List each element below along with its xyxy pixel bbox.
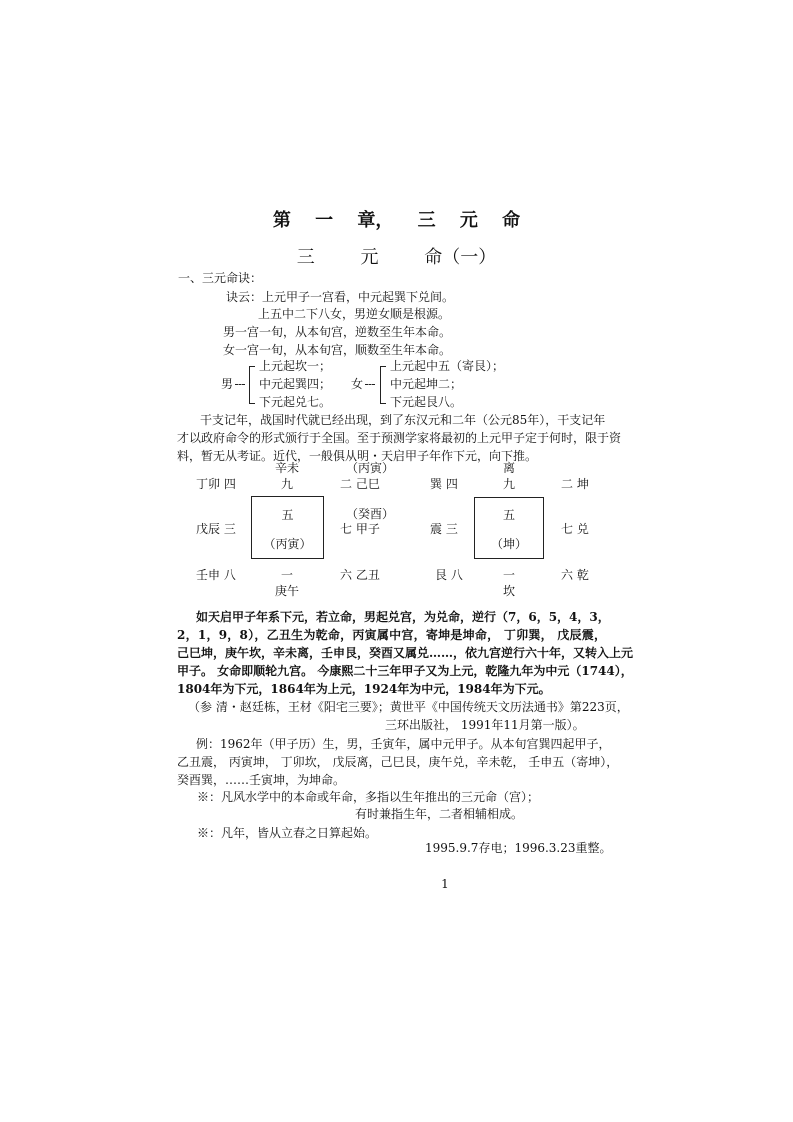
verse-line-2: 上五中二下八女，男逆女顺是根源。 xyxy=(258,307,451,321)
left-top-label: 辛未 xyxy=(274,461,299,475)
para2-line-4: 甲子。 女命即顺轮九宫。 今康熙二十三年甲子又为上元，乾隆九年为中元（1744）， xyxy=(177,664,633,678)
left-r3-c3: 六 乙丑 xyxy=(340,568,380,582)
citation-line-1: （参 清・赵廷栋，王材《阳宅三要》；黄世平《中国传统天文历法通书》第223页， xyxy=(188,700,629,714)
para2-line-1: 如天启甲子年系下元，若立命，男起兑宫，为兑命，逆行（7，6，5，4，3， xyxy=(196,610,610,624)
para2-line-3: 己巳坤，庚午坎，辛未离，壬申艮，癸酉又属兑……，依九宫逆行六十年，又转入上元 xyxy=(177,646,634,660)
right-r1-c1: 巽 四 xyxy=(430,477,458,491)
female-item-2: 中元起坤二； xyxy=(390,377,463,391)
note-line-1: ※：凡风水学中的本命或年命，多指以生年推出的三元命（宫）； xyxy=(197,790,540,804)
citation-line-2: 三环出版社， 1991年11月第一版）。 xyxy=(385,718,585,732)
left-r2-right-top: （癸酉） xyxy=(346,507,395,521)
right-r2-c1: 震 三 xyxy=(430,522,458,536)
male-bracket xyxy=(249,366,255,404)
right-bottom-label: 坎 xyxy=(502,584,515,598)
para2-line-2: 2，1，9，8），乙丑生为乾命，丙寅属中宫，寄坤是坤命， 丁卯巽， 戊辰震， xyxy=(177,628,606,642)
left-top-right-label: （丙寅） xyxy=(346,461,395,475)
left-center-num: 五 xyxy=(281,508,294,522)
left-r1-c3: 二 己巳 xyxy=(340,477,380,491)
right-r1-c3: 二 坤 xyxy=(561,477,589,491)
right-r3-c2: 一 xyxy=(502,568,515,582)
female-bracket xyxy=(380,366,386,404)
note-line-2: 有时兼指生年，二者相辅相成。 xyxy=(355,807,524,821)
para1-line-3: 料，暂无从考证。近代，一般俱从明・天启甲子年作下元，向下推。 xyxy=(177,449,538,463)
chapter-title: 第 一 章， 三 元 命 xyxy=(272,210,521,231)
left-center-sub: （丙寅） xyxy=(263,537,312,551)
left-r3-c1: 壬申 八 xyxy=(196,568,236,582)
male-item-1: 上元起坎一； xyxy=(259,359,332,373)
male-item-2: 中元起巽四； xyxy=(259,377,332,391)
female-item-1: 上元起中五（寄艮）； xyxy=(390,359,505,373)
right-r2-c3: 七 兑 xyxy=(561,522,589,536)
male-label: 男 xyxy=(221,377,234,391)
male-item-3: 下元起兑七。 xyxy=(259,395,332,409)
section-title: 三 元 命（一） xyxy=(296,247,497,268)
left-r2-c3: 七 甲子 xyxy=(340,522,380,536)
para2-line-5: 1804年为下元，1864年为上元，1924年为中元，1984年为下元。 xyxy=(177,682,551,696)
male-dash xyxy=(235,384,245,385)
female-label: 女 xyxy=(351,377,364,391)
verse-line-4: 女一宫一旬，从本旬宫，顺数至生年本命。 xyxy=(223,343,452,357)
left-r1-c2: 九 xyxy=(280,477,293,491)
para1-line-2: 才以政府命令的形式颁行于全国。至于预测学家将最初的上元甲子定于何时，限于资 xyxy=(177,431,622,445)
example-line-3: 癸酉巽，……壬寅坤，为坤命。 xyxy=(177,773,346,787)
left-r2-c1: 戊辰 三 xyxy=(196,522,236,536)
right-r1-c2: 九 xyxy=(502,477,515,491)
left-bottom-label: 庚午 xyxy=(274,584,299,598)
verse-line-3: 男一宫一旬，从本旬宫，逆数至生年本命。 xyxy=(223,325,452,339)
heading: 一、三元命诀： xyxy=(178,271,263,285)
right-r3-c3: 六 乾 xyxy=(561,568,589,582)
right-top-label: 离 xyxy=(502,461,515,475)
page-number: 1 xyxy=(441,877,449,891)
example-line-2: 乙丑震， 丙寅坤， 丁卯坎， 戊辰离，己巳艮，庚午兑，辛未乾， 壬申五（寄坤）， xyxy=(177,755,619,769)
left-r3-c2: 一 xyxy=(280,568,293,582)
para1-line-1: 干支记年，战国时代就已经出现，到了东汉元和二年（公元85年），干支记年 xyxy=(200,413,606,427)
note-line-3: ※：凡年，皆从立春之日算起始。 xyxy=(197,826,378,840)
example-line-1: 例：1962年（甲子历）生，男，壬寅年，属中元甲子。从本旬宫巽四起甲子， xyxy=(196,737,611,751)
right-center-sub: （坤） xyxy=(490,537,527,551)
female-item-3: 下元起艮八。 xyxy=(390,395,463,409)
verse-line-1: 诀云：上元甲子一宫看，中元起巽下兑间。 xyxy=(226,290,455,304)
date-line: 1995.9.7存电；1996.3.23重整。 xyxy=(425,841,612,855)
left-r1-c1: 丁卯 四 xyxy=(196,477,236,491)
female-dash xyxy=(365,384,375,385)
right-center-num: 五 xyxy=(502,508,515,522)
right-r3-c1: 艮 八 xyxy=(435,568,463,582)
